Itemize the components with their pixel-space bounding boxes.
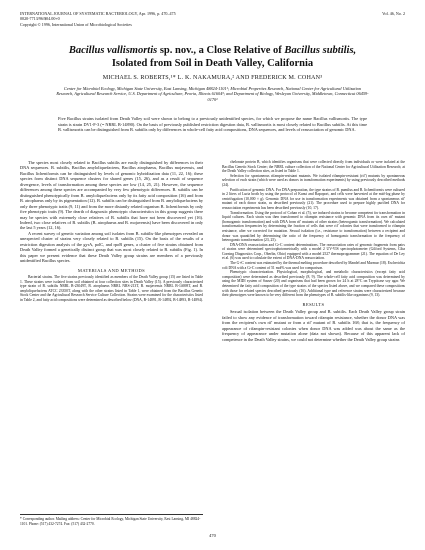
- methods-paragraph-gc: The G+C content was estimated by the thermal melting procedure described by Mandel and Marmur (18). Escherichia coli DNA with a G+C content of 51 mol% was used for comparison.: [222, 261, 405, 270]
- affiliations: Center for Microbial Ecology, Michigan State University, East Lansing, Michigan 48824-1101¹; Microbial Properties Research, National Center for Agricultural Utilization Research, Agricultural Research Service, U.S. Department of Agriculture, Peoria, Illinois 61604²; and Department of Biology, Wesleyan University, Middletown, Connecticut 06459-0170³: [56, 86, 369, 102]
- page-number: 470: [209, 533, 216, 538]
- methods-paragraph-transformation: Transformation. Using the protocol of Cohan et al. (5), we induced strains to become competent for transformation in liquid cultures. Each strain was then transformed to rifampin resistance with genomic DNA from its own rif' mutant (homogamic transformation) and with DNA from rif' mutants of other strains (heterogamic transformation). We calculated transformation frequencies by determining the fraction of cells that were rif' colonies that were transformed to rifampin resistance, after we corrected for mutation. Sexual isolation (i.e., resistance to transformation) between a recipient and donor was quantified by determining the ratio of the frequency of homogamic transformation to the frequency of heterogamic transformation (23, 25).: [222, 210, 405, 243]
- copyright-line: Copyright © 1996, International Union of Microbiological Societies: [20, 21, 132, 27]
- abstract: Five Bacillus strains isolated from Death Valley soil were shown to belong to a previously unidentified species, for which we propose the name Bacillus vallismortis. The type strain is strain DV1-F-3 (= NRRL B-14890). On the basis of previously published restriction digestion data, B. vallismortis is most closely related to Bacillus subtilis. At this time B. vallismortis can be distinguished from B. subtilis only by differences in whole-cell fatty acid compositions, DNA sequences, and levels of reassociation of genomic DNA.: [58, 116, 367, 132]
- methods-paragraph-1: chelonate protein B, which identifies organisms that were collected directly from individuals or were isolated at the Bacillus Genetic Stock Center; the NRRL culture collection of the National Center for Agricultural Utilization Research; at the Death Valley collection sites, as listed in Table 1.: [222, 160, 405, 174]
- section-heading-results: RESULTS: [302, 301, 325, 307]
- right-column: [222, 160, 405, 342]
- results-paragraph-1: Sexual isolation between the Death Valley group and B. subtilis. Each Death Valley group strain failed to show any evidence of transformation toward rifampin resistance, whether the donor DNA was from the recipient's own rif' mutant or from a rif' mutant of B. subtilis 168; that is, the frequency of appearance of rifampin-resistant colonies when donor DNA was added was about the same as the frequency of appearance under mutation alone (data not shown). Because of this apparent lack of competence in the Death Valley strains, we could not determine whether the Death Valley group strains: [222, 309, 405, 342]
- title-mid: sp. nov., a Close Relative of: [157, 45, 285, 56]
- paper-title: [20, 44, 405, 70]
- journal-line: INTERNATIONAL JOURNAL OF SYSTEMATIC BACTERIOLOGY, Apr. 1996, p. 470–475: [20, 11, 176, 16]
- intro-paragraph-2: A recent survey of genetic variation among soil isolates from B. subtilis-like phenotypes revealed an unexpected cluster of strains very closely related to B. subtilis (15). On the basis of the results of a restriction digestion analysis of the gyrA, polC, and rpoB genes, a cluster of five strains obtained from Death Valley formed a genetically distinct group that was most closely related to B. subtilis (Fig. 1). In this paper we present evidence that these Death Valley group strains are members of a previously unidentified Bacillus species.: [20, 230, 203, 264]
- title-relative: Bacillus subtilis,: [284, 45, 357, 56]
- methods-paragraph-mutants: Selection for spontaneous rifampin-resistant mutants. We isolated rifampin-resistant (rif') mutants by spontaneous selection of each strain (which were used as donors in transformation experiments) by using previously described methods (24).: [222, 173, 405, 187]
- journal-header: [20, 11, 405, 27]
- author-list: MICHAEL S. ROBERTS,¹* L. K. NAKAMURA,² AND FREDERICK M. COHAN³: [102, 75, 323, 81]
- volume-line: Vol. 46, No. 2: [382, 11, 405, 16]
- methods-paragraph-strains: Bacterial strains. The five strains previously identified as members of the Death Valley group (15) are listed in Table 1. These strains were isolated from soil obtained at four collection sites in Death Valley (15). A previously characterized type strain of B. subtilis NRRL B-23049T, B. atrophaeus NRRL NRS-213T, B. mojavensis NRRL B-14698T, and B. amyloliquefaciens ATCC 23350T, along with the other strains listed in Table 1, were obtained from the Bacillus Genetic Stock Center and the Agricultural Research Service Culture Collection. Strains were examined for the characteristics listed in Table 2, and fatty acid compositions were determined as described below (DNA, B-14891, B-14892, B-14893, B-14894).: [20, 275, 203, 303]
- methods-paragraph-reassociation: DNA-DNA reassociation and G+C content determinations. The reassociation rates of genomic fragments from pairs of strains were determined spectrophotometrically with a model 2 UV-VIS spectrophotometer (Gilford Systems, Ciba Corning Diagnostics Corp., Oberlin, Ohio) equipped with a model 2527 thermoprogrammer (21). The equation of De Ley et al. (6) was used to calculate the extent of DNA-DNA reassociation.: [222, 242, 405, 261]
- title-species: Bacillus vallismortis: [68, 45, 158, 56]
- section-heading-methods: MATERIALS AND METHODS: [77, 267, 146, 273]
- intro-paragraph-1: The species most closely related to Bacillus subtilis are easily distinguished by differences in their DNA sequences. B. subtilis, Bacillus amyloliquefaciens, Bacillus atrophaeus, Bacillus mojavensis, and Bacillus licheniformis can be distinguished by levels of genomic hybridization data (11, 22, 16); these species form distinct DNA sequence clusters for shared genes (15, 26), and as a result of sequence divergence, levels of transformation among these species are low (14, 25, 21). However, the sequence differences among these species are accompanied by very few phenotypic differences. B. subtilis can be distinguished phenotypically from B. amyloliquefaciens only by its fatty acid composition (16) and from B. atrophaeus only by its pigmentation (12). B. subtilis can be distinguished from B. amyloliquefaciens by only three phenotypic traits (9, 11) and from the more distantly related organism B. licheniformis by only five phenotypic traits (9). The dearth of diagnostic phenotypic characteristics in this group suggests there may be species with extremely close relatives of B. subtilis that have not been discovered yet (16). Indeed, two close relatives of B. subtilis (B. atrophaeus and B. mojavensis) have been discovered in only the last 5 years (12, 16).: [20, 160, 203, 231]
- left-column: [20, 160, 203, 303]
- title-line-2: Isolated from Soil in Death Valley, California: [111, 58, 314, 69]
- issn-line: 0020-7713/96/$04.00+0: [20, 16, 60, 22]
- corresponding-author-footnote: * Corresponding author. Mailing address: Center for Microbial Ecology, Michigan State University, East Lansing, MI 48824-1101. Phone: (517) 432-7274. Fax: (517) 432-2770.: [20, 514, 203, 526]
- methods-paragraph-dna: Purification of genomic DNA. For DNA preparation, the type strains of B. pumilus and B. licheniformis were cultured in 2 liters of Luria broth by using the protocol of Kunst and Rapoport, and cells were harvested at the mid-log phase by centrifugation (10,000 × g). Genomic DNA for use in transformation experiments was obtained from a spontaneous rif' mutant of each donor strain, as described previously (21). The procedure used to prepare highly purified DNA for reassociation experiments has been described previously (10, 17).: [222, 187, 405, 210]
- methods-paragraph-phenotype: Phenotypic characterization. Physiological, morphological, and metabolic characteristics (except fatty acid composition) were determined as described previously (8, 9). The whole-cell fatty acid composition was determined by using the MIDI system of Sasser (20) and organisms that had been grown for 24 h at 28°C on Trypticase soy agar. We determined the fatty acid composition of the type strains of the species listed above, and we compared these compositions with those for related species described previously (16). Additional type and reference strains were characterized because their phenotypes were known to be very different from the phenotypes of B. subtilis-like organisms (9, 13).: [222, 270, 405, 298]
